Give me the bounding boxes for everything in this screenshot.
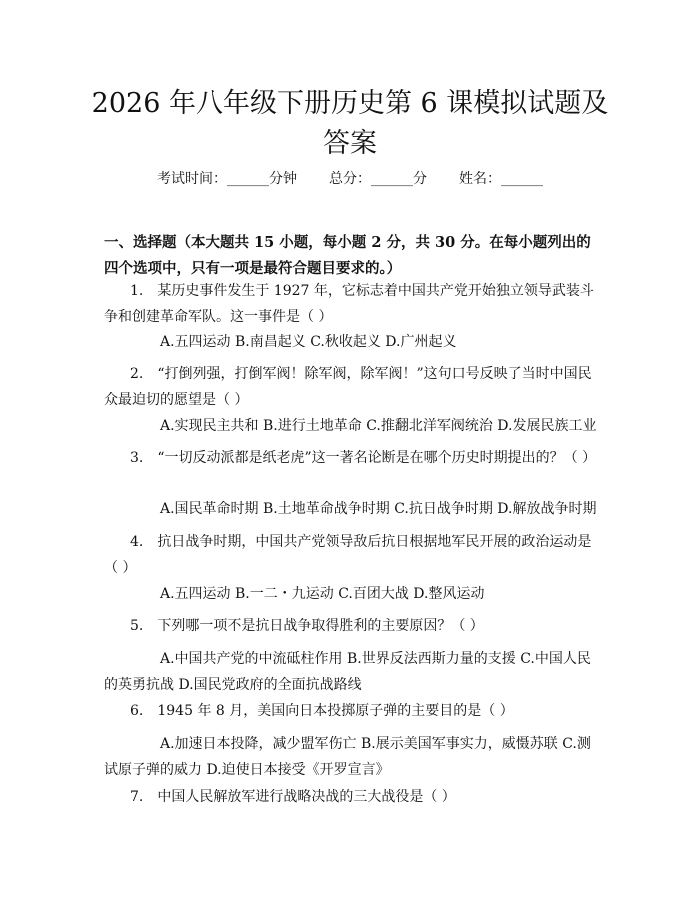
question-options: A.实现民主共和 B.进行土地革命 C.推翻北洋军阀统治 D.发展民族工业 [160,418,597,434]
question-stem [104,278,600,330]
question-number: 1. [130,283,144,299]
question-text: 1945 年 8 月，美国向日本投掷原子弹的主要目的是（ ） [157,703,514,719]
question-text: “打倒列强，打倒军阀！除军阀，除军阀！”这句口号反映了当时中国民众最迫切的愿望是（ ） [104,366,592,408]
question-stem [104,698,600,724]
question-number: 4. [130,534,144,550]
question-number: 2. [130,366,144,382]
question-number: 6. [130,703,144,719]
page-title: 2026 年八年级下册历史第 6 课模拟试题及答案 [91,88,609,159]
question-options: A.五四运动 B.南昌起义 C.秋收起义 D.广州起义 [160,334,457,350]
question-number: 5. [130,618,144,634]
question-text: 中国人民解放军进行战略决战的三大战役是（ ） [157,789,456,805]
question-number: 7. [130,789,144,805]
question-text: 抗日战争时期，中国共产党领导敌后抗日根据地军民开展的政治运动是（ ） [104,534,592,576]
question-options: A.五四运动 B.一二・九运动 C.百团大战 D.整风运动 [160,586,485,602]
question-text: 下列哪一项不是抗日战争取得胜利的主要原因？（ ） [157,618,484,634]
question-options: A.中国共产党的中流砥柱作用 B.世界反法西斯力量的支援 C.中国人民的英勇抗战 D.国民党政府的全面抗战路线 [104,651,591,693]
question-text: 某历史事件发生于 1927 年，它标志着中国共产党开始独立领导武装斗争和创建革命军队。这一事件是（ ） [104,283,594,325]
name-field: 姓名：______ [459,171,543,187]
question-stem [104,613,600,639]
question-number: 3. [130,450,144,466]
total-score-field: 总分：______分 [329,171,427,187]
section-heading: 一、选择题（本大题共 15 小题，每小题 2 分，共 30 分。在每小题列出的四个选项中，只有一项是最符合题目要求的。） [104,234,591,277]
question-options: A.加速日本投降，减少盟军伤亡 B.展示美国军事实力，威慑苏联 C.测试原子弹的威力 D.迫使日本接受《开罗宣言》 [104,736,591,778]
question-text: “一切反动派都是纸老虎”这一著名论断是在哪个历史时期提出的？（ ） [157,450,597,466]
question-options: A.国民革命时期 B.土地革命战争时期 C.抗日战争时期 D.解放战争时期 [160,501,597,517]
exam-time-field: 考试时间：______分钟 [157,171,297,187]
question-stem [104,361,600,413]
question-stem [104,784,600,810]
question-stem [104,445,600,471]
question-stem [104,529,600,581]
exam-info-row [0,168,700,188]
